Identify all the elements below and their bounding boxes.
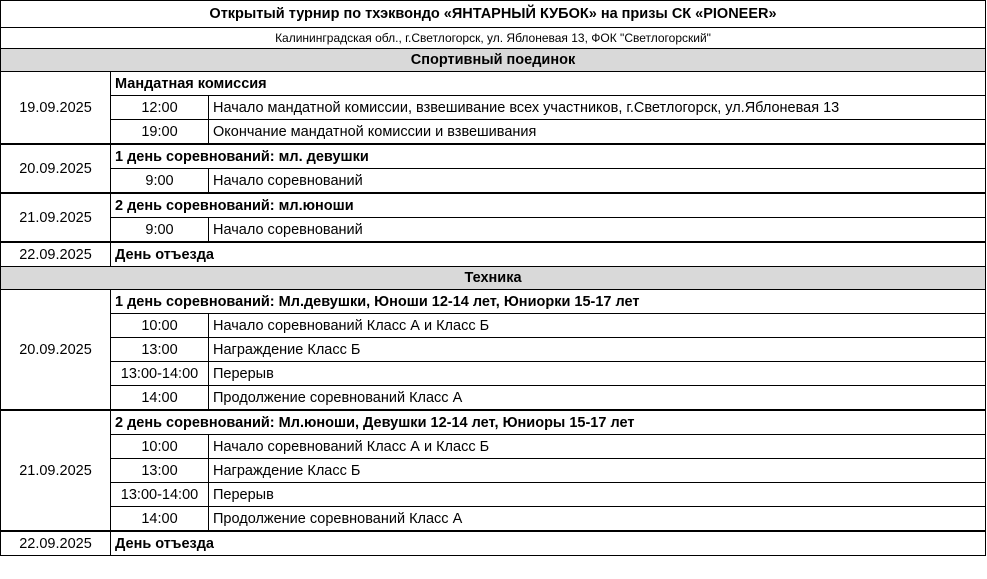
- day-heading: 2 день соревнований: мл.юноши: [111, 193, 986, 218]
- event-row: [1, 362, 986, 386]
- event-description: Продолжение соревнований Класс А: [209, 386, 986, 411]
- day-row: [1, 193, 986, 218]
- day-date: 19.09.2025: [1, 72, 111, 145]
- event-row: [1, 386, 986, 411]
- day-row: [1, 242, 986, 267]
- location-row: [1, 28, 986, 49]
- section-title: Спортивный поединок: [1, 49, 986, 72]
- event-time: 10:00: [111, 314, 209, 338]
- page-title: Открытый турнир по тхэквондо «ЯНТАРНЫЙ КУБОК» на призы СК «PIONEER»: [1, 1, 986, 28]
- day-row: [1, 531, 986, 556]
- day-date: 22.09.2025: [1, 531, 111, 556]
- event-row: [1, 435, 986, 459]
- day-heading: 2 день соревнований: Мл.юноши, Девушки 12-14 лет, Юниоры 15-17 лет: [111, 410, 986, 435]
- day-heading: День отъезда: [111, 531, 986, 556]
- event-description: Начало соревнований Класс А и Класс Б: [209, 314, 986, 338]
- day-row: [1, 410, 986, 435]
- event-time: 9:00: [111, 218, 209, 243]
- day-date: 21.09.2025: [1, 193, 111, 242]
- day-row: [1, 290, 986, 314]
- day-date: 20.09.2025: [1, 144, 111, 193]
- event-time: 12:00: [111, 96, 209, 120]
- event-row: [1, 507, 986, 532]
- day-date: 21.09.2025: [1, 410, 111, 531]
- event-time: 13:00: [111, 459, 209, 483]
- schedule-body: [1, 1, 986, 556]
- event-description: Начало соревнований: [209, 169, 986, 194]
- event-row: [1, 459, 986, 483]
- section-row: [1, 267, 986, 290]
- day-heading: 1 день соревнований: Мл.девушки, Юноши 12-14 лет, Юниорки 15-17 лет: [111, 290, 986, 314]
- day-heading: День отъезда: [111, 242, 986, 267]
- day-row: [1, 72, 986, 96]
- event-time: 13:00-14:00: [111, 483, 209, 507]
- event-time: 13:00: [111, 338, 209, 362]
- event-description: Начало мандатной комиссии, взвешивание всех участников, г.Светлогорск, ул.Яблоневая 13: [209, 96, 986, 120]
- event-time: 14:00: [111, 507, 209, 532]
- event-time: 13:00-14:00: [111, 362, 209, 386]
- event-time: 9:00: [111, 169, 209, 194]
- event-row: [1, 314, 986, 338]
- event-description: Награждение Класс Б: [209, 459, 986, 483]
- event-row: [1, 96, 986, 120]
- event-row: [1, 483, 986, 507]
- event-description: Перерыв: [209, 483, 986, 507]
- title-row: [1, 1, 986, 28]
- event-row: [1, 120, 986, 145]
- event-description: Начало соревнований Класс А и Класс Б: [209, 435, 986, 459]
- section-row: [1, 49, 986, 72]
- event-description: Начало соревнований: [209, 218, 986, 243]
- event-row: [1, 169, 986, 194]
- event-row: [1, 218, 986, 243]
- event-time: 14:00: [111, 386, 209, 411]
- event-description: Перерыв: [209, 362, 986, 386]
- event-description: Окончание мандатной комиссии и взвешивания: [209, 120, 986, 145]
- event-description: Продолжение соревнований Класс А: [209, 507, 986, 532]
- event-time: 10:00: [111, 435, 209, 459]
- event-time: 19:00: [111, 120, 209, 145]
- venue-address: Калининградская обл., г.Светлогорск, ул. Яблоневая 13, ФОК "Светлогорский": [1, 28, 986, 49]
- event-row: [1, 338, 986, 362]
- section-title: Техника: [1, 267, 986, 290]
- day-row: [1, 144, 986, 169]
- event-description: Награждение Класс Б: [209, 338, 986, 362]
- day-date: 20.09.2025: [1, 290, 111, 411]
- day-heading: 1 день соревнований: мл. девушки: [111, 144, 986, 169]
- day-heading: Мандатная комиссия: [111, 72, 986, 96]
- day-date: 22.09.2025: [1, 242, 111, 267]
